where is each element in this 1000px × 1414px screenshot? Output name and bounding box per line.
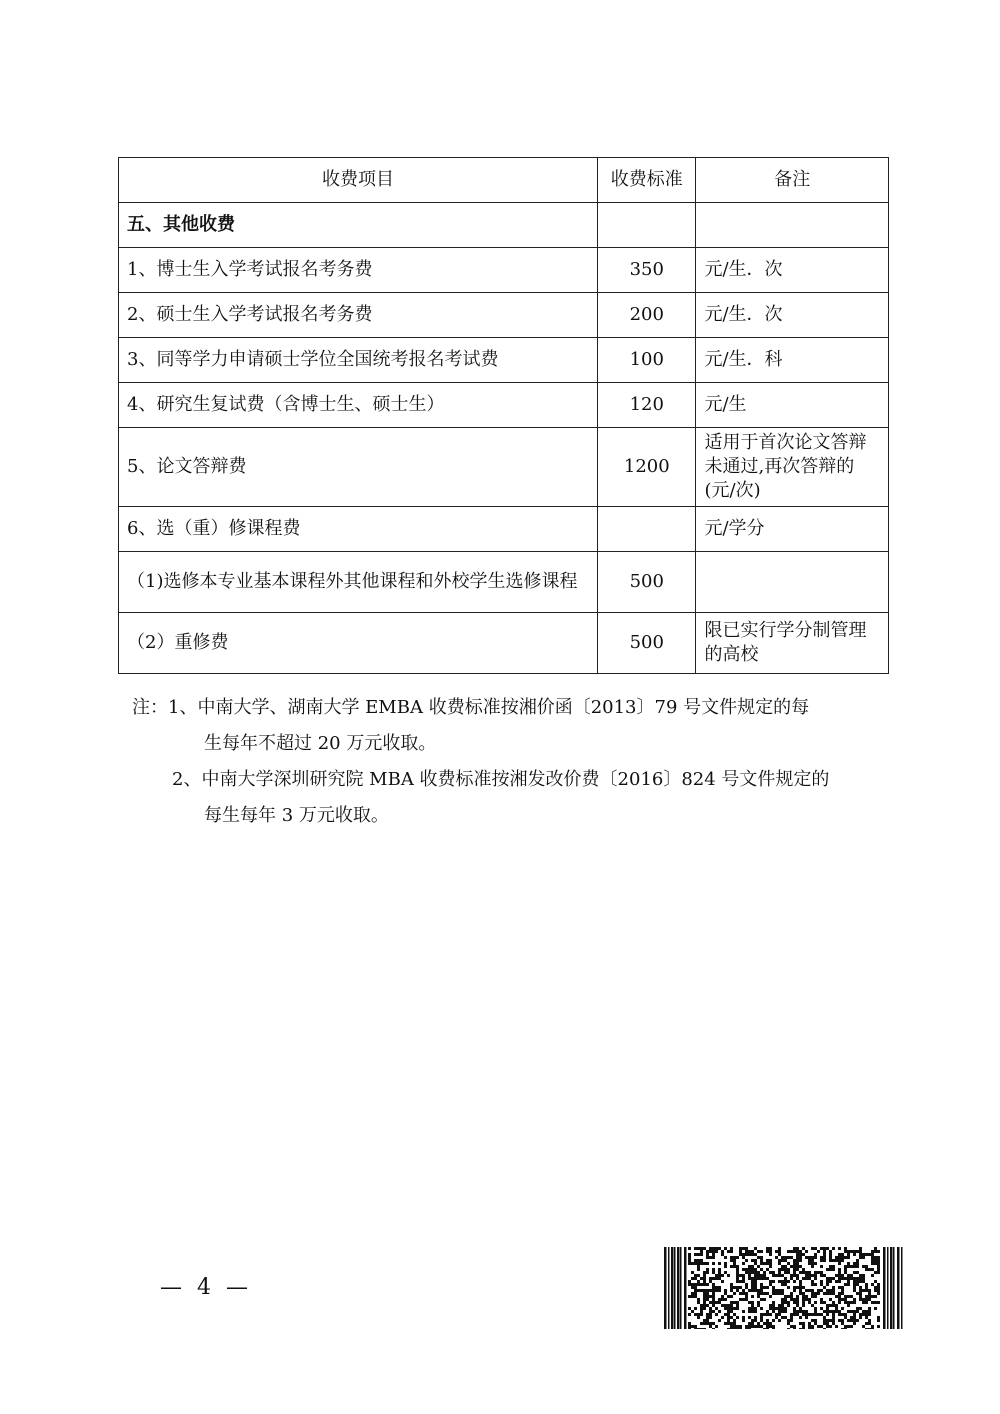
table-row — [119, 383, 889, 428]
table-row — [119, 613, 889, 674]
row-item: 1、博士生入学考试报名考务费 — [119, 248, 598, 293]
row-item: （1)选修本专业基本课程外其他课程和外校学生选修课程 — [119, 552, 598, 613]
section-title: 五、其他收费 — [119, 203, 598, 248]
notes — [132, 690, 892, 834]
note-1-line-2: 生每年不超过 20 万元收取。 — [204, 733, 437, 754]
note-2-line-2: 每生每年 3 万元收取。 — [204, 805, 389, 826]
row-note: 元/生 — [696, 383, 889, 428]
fee-table — [118, 157, 889, 674]
2d-barcode-icon — [664, 1247, 904, 1329]
row-note: 适用于首次论文答辩未通过,再次答辩的(元/次) — [696, 428, 889, 507]
header-note: 备注 — [696, 158, 889, 203]
row-fee: 500 — [598, 552, 696, 613]
row-item: 6、选（重）修课程费 — [119, 507, 598, 552]
header-fee: 收费标准 — [598, 158, 696, 203]
table-row — [119, 248, 889, 293]
row-note: 元/生．科 — [696, 338, 889, 383]
table-row — [119, 338, 889, 383]
header-item: 收费项目 — [119, 158, 598, 203]
row-fee: 500 — [598, 613, 696, 674]
row-note: 限已实行学分制管理的高校 — [696, 613, 889, 674]
row-item: 5、论文答辩费 — [119, 428, 598, 507]
note-2-line-1: 2、中南大学深圳研究院 MBA 收费标准按湘发改价费〔2016〕824 号文件规定的 — [172, 769, 830, 790]
row-fee: 120 — [598, 383, 696, 428]
row-note — [696, 552, 889, 613]
row-fee: 100 — [598, 338, 696, 383]
row-fee: 200 — [598, 293, 696, 338]
row-fee: 1200 — [598, 428, 696, 507]
section-fee-empty — [598, 203, 696, 248]
row-note: 元/生．次 — [696, 248, 889, 293]
row-item: 4、研究生复试费（含博士生、硕士生） — [119, 383, 598, 428]
row-fee — [598, 507, 696, 552]
table-row — [119, 507, 889, 552]
row-item: 2、硕士生入学考试报名考务费 — [119, 293, 598, 338]
section-note-empty — [696, 203, 889, 248]
row-item: （2）重修费 — [119, 613, 598, 674]
table-row — [119, 293, 889, 338]
page-number: — 4 — — [160, 1275, 252, 1300]
row-fee: 350 — [598, 248, 696, 293]
note-1-line-1: 注：1、中南大学、湖南大学 EMBA 收费标准按湘价函〔2013〕79 号文件规定的每 — [132, 697, 810, 718]
row-note: 元/学分 — [696, 507, 889, 552]
row-note: 元/生．次 — [696, 293, 889, 338]
table-row — [119, 552, 889, 613]
table-row — [119, 428, 889, 507]
row-item: 3、同等学力申请硕士学位全国统考报名考试费 — [119, 338, 598, 383]
